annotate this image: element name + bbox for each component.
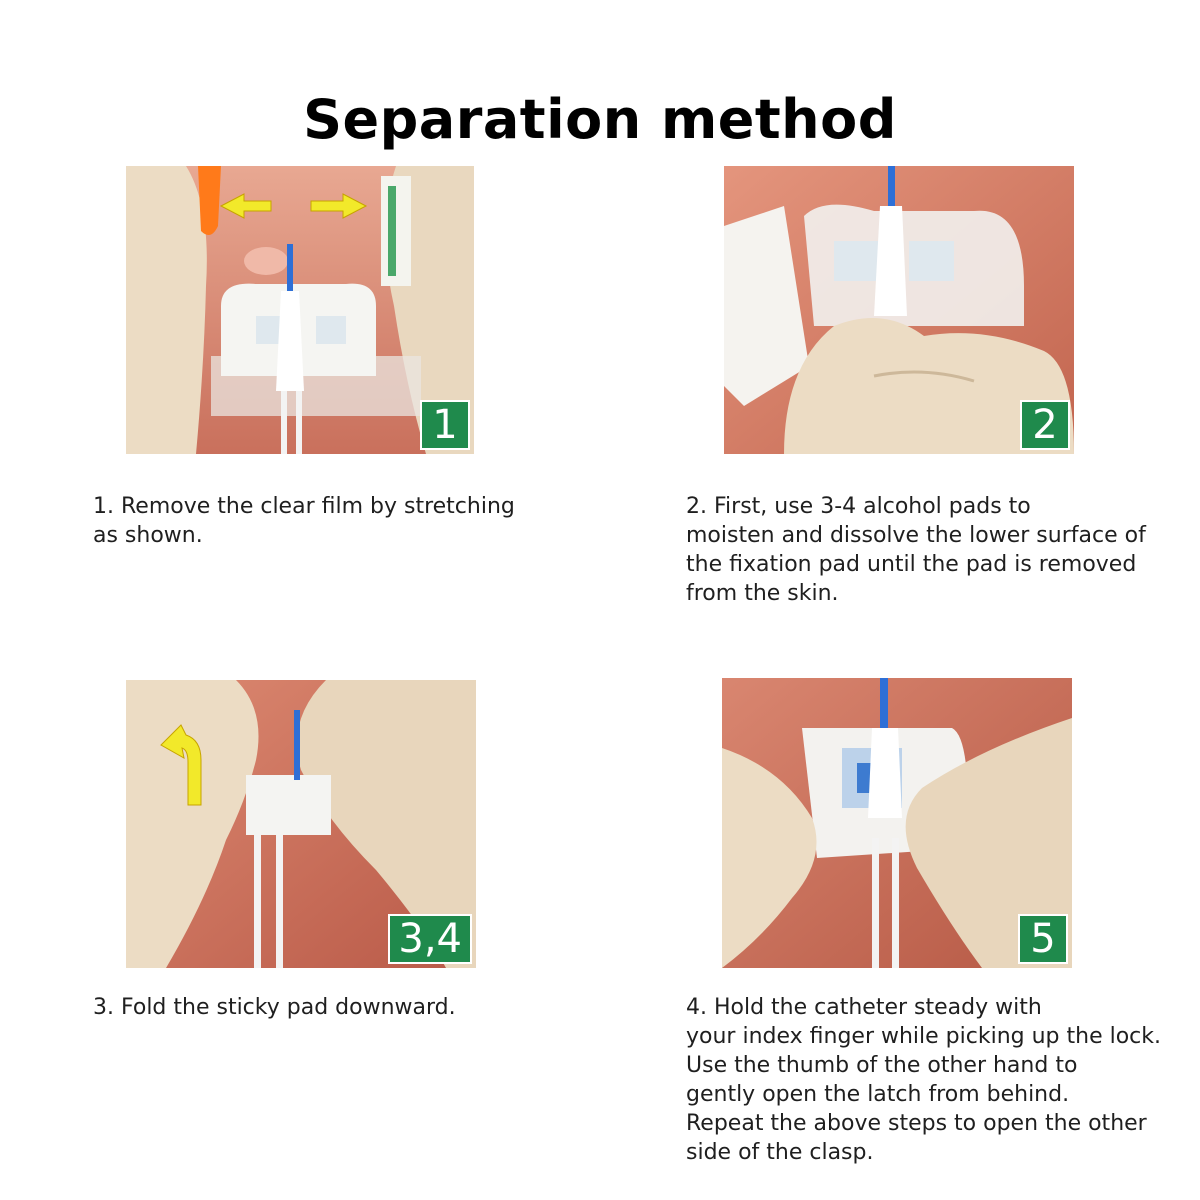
page-title: Separation method: [303, 88, 897, 152]
step-badge: 5: [1018, 914, 1068, 964]
step-4-caption: 4. Hold the catheter steady with your index finger while picking up the lock. Use the thumb of the other hand to gently open the latch from behind. Repeat the above steps to open the other side of the clasp.: [686, 995, 1161, 1165]
step-1-caption: 1. Remove the clear film by stretching as shown.: [93, 494, 515, 548]
step-3-photo: [126, 680, 476, 968]
step-2-photo: [724, 166, 1074, 454]
step-2-caption: 2. First, use 3-4 alcohol pads to moisten and dissolve the lower surface of the fixation pad until the pad is removed from the skin.: [686, 494, 1146, 606]
step-badge: 1: [420, 400, 470, 450]
step-4-photo: [722, 678, 1072, 968]
step-3-caption: 3. Fold the sticky pad downward.: [93, 995, 456, 1020]
step-badge: 2: [1020, 400, 1070, 450]
step-1-photo: [126, 166, 474, 454]
step-badge: 3,4: [388, 914, 472, 964]
